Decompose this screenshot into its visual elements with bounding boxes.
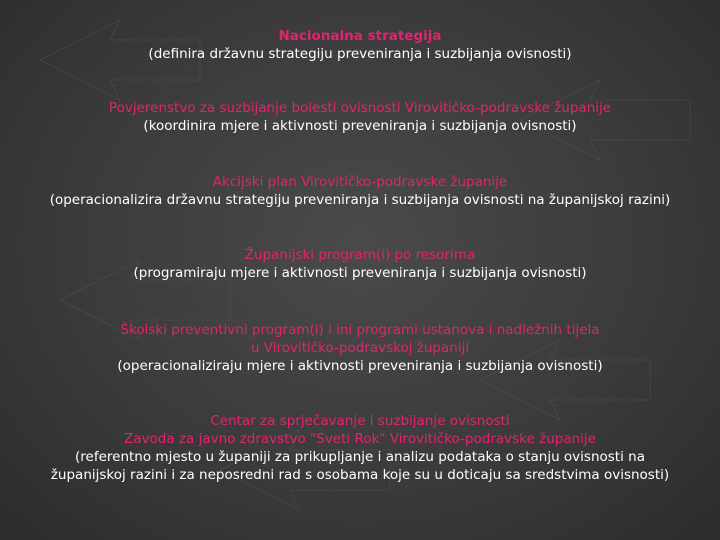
item-description: (programiraju mjere i aktivnosti preveniranja i suzbijanja ovisnosti) xyxy=(133,265,587,281)
item-title: Akcijski plan Virovitičko-podravske županije xyxy=(212,174,508,190)
school-programs-item xyxy=(20,321,700,375)
commission-item xyxy=(20,99,700,135)
item-description: (operacionaliziraju mjere i aktivnosti preveniranja i suzbijanja ovisnosti) xyxy=(117,358,603,374)
item-title: Nacionalna strategija xyxy=(278,28,442,44)
item-title: Županijski program(i) po resorima xyxy=(244,247,476,263)
item-title: Školski preventivni program(i) i ini programi ustanova i nadležnih tijela xyxy=(120,322,600,338)
item-description: (definira državnu strategiju preveniranja i suzbijanja ovisnosti) xyxy=(148,46,572,62)
item-title-line-2: Zavoda za javno zdravstvo "Sveti Rok" Virovitičko-podravske županije xyxy=(124,431,596,447)
item-description: (referentno mjesto u županiji za prikupljanje i analizu podataka o stanju ovisnosti na xyxy=(75,449,645,465)
item-description-line-2: županijskoj razini i za neposredni rad s osobama koje su u doticaju sa sredstvima ovisnosti) xyxy=(50,467,670,483)
action-plan-item xyxy=(20,173,700,209)
item-title: Povjerenstvo za suzbijanje bolesti ovisnosti Virovitičko-podravske županije xyxy=(108,100,612,116)
addiction-center-item xyxy=(20,412,700,484)
item-description: (operacionalizira državnu strategiju preveniranja i suzbijanja ovisnosti na županijskoj razini) xyxy=(49,192,671,208)
national-strategy-item xyxy=(20,27,700,63)
item-title: Centar za sprječavanje i suzbijanje ovisnosti xyxy=(210,413,510,429)
item-description: (koordinira mjere i aktivnosti preveniranja i suzbijanja ovisnosti) xyxy=(143,118,577,134)
county-programs-item xyxy=(20,246,700,282)
item-title-line-2: u Virovitičko-podravskoj županiji xyxy=(250,340,470,356)
